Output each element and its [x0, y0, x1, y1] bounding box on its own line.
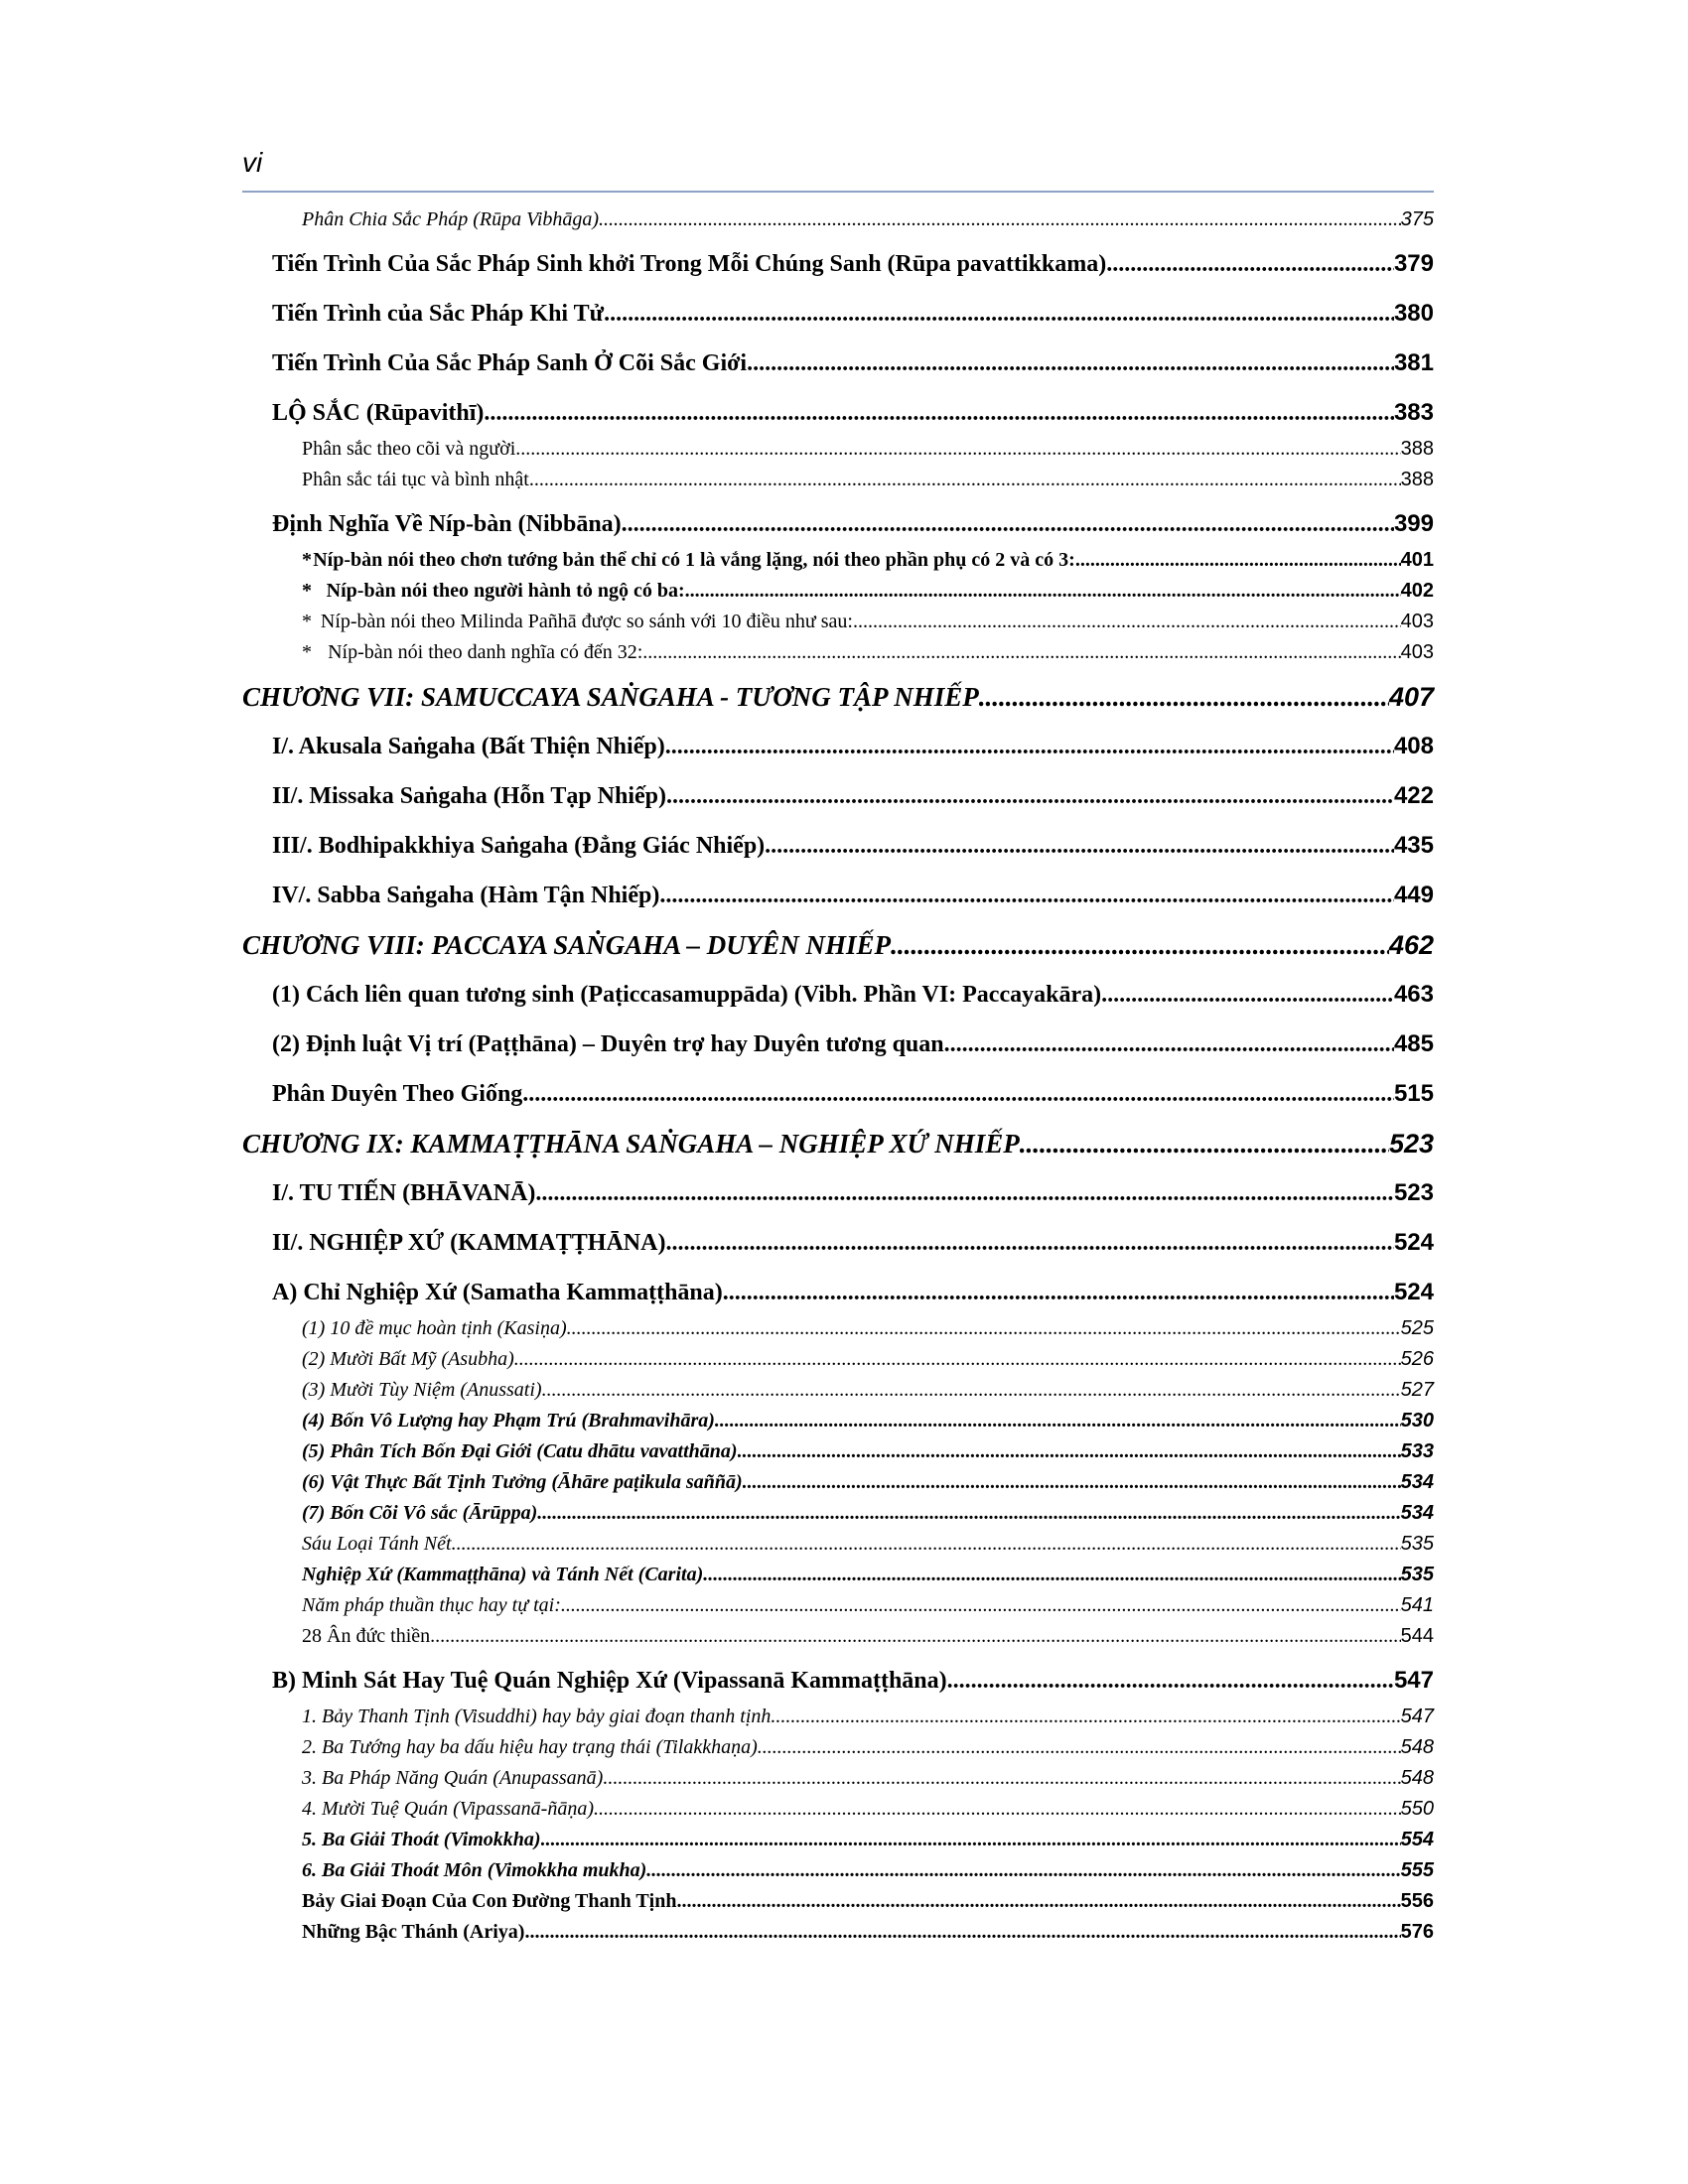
toc-entry[interactable] [242, 1168, 1434, 1218]
toc-entry-page: 462 [1388, 929, 1434, 960]
toc-entry-title: Định Nghĩa Về Níp-bàn (Nibbāna) [272, 510, 622, 537]
toc-entry-title: (1) Cách liên quan tương sinh (Paṭiccasamuppāda) (Vibh. Phần VI: Paccayakāra) [272, 981, 1102, 1008]
toc-entry-title: (6) Vật Thực Bất Tịnh Tưởng (Āhāre paṭikula saññā) [302, 1471, 743, 1493]
toc-entry-page: 403 [1400, 611, 1434, 632]
dot-leader [775, 1706, 1400, 1728]
toc-entry[interactable] [242, 1767, 1434, 1798]
toc-entry-title: Những Bậc Thánh (Ariya) [302, 1921, 525, 1943]
page-number-header: vi [242, 147, 263, 178]
toc-entry-page: 524 [1393, 1279, 1434, 1305]
toc-entry-title: (1) 10 đề mục hoàn tịnh (Kasiṇa) [302, 1317, 567, 1339]
toc-entry[interactable] [242, 1564, 1434, 1594]
toc-entry[interactable] [242, 1268, 1434, 1317]
dot-leader [535, 1180, 1394, 1207]
toc-entry[interactable] [242, 1440, 1434, 1471]
toc-entry-page: 515 [1393, 1080, 1434, 1107]
toc-entry[interactable] [242, 1020, 1434, 1069]
dot-leader [738, 1440, 1401, 1463]
toc-entry[interactable] [242, 1218, 1434, 1268]
dot-leader [1101, 982, 1394, 1009]
toc-entry[interactable] [242, 388, 1434, 438]
toc-entry[interactable] [242, 1502, 1434, 1533]
toc-entry-title: (7) Bốn Cõi Vô sắc (Ārūppa) [302, 1502, 538, 1524]
toc-entry[interactable] [242, 580, 1434, 611]
toc-entry-page: 527 [1400, 1379, 1434, 1401]
toc-entry[interactable] [242, 1379, 1434, 1410]
dot-leader [603, 1767, 1400, 1790]
toc-entry[interactable] [242, 1410, 1434, 1440]
toc-entry[interactable] [242, 1798, 1434, 1829]
toc-entry-page: 550 [1400, 1798, 1434, 1820]
dot-leader [765, 833, 1394, 860]
toc-entry-title: Phân Chia Sắc Pháp (Rūpa Vibhāga) [302, 208, 600, 230]
toc-entry-title: (2) Định luật Vị trí (Paṭṭhāna) – Duyên trợ hay Duyên tương quan. [272, 1030, 950, 1057]
dot-leader [950, 1031, 1394, 1058]
dot-leader [599, 208, 1401, 231]
toc-entry-title: II/. NGHIỆP XỨ (KAMMAṬṬHĀNA) [272, 1229, 666, 1256]
toc-entry-title: Năm pháp thuần thục hay tự tại: [302, 1594, 561, 1616]
toc-entry-title: III/. Bodhipakkhiya Saṅgaha (Đẳng Giác Nhiếp) [272, 832, 766, 859]
dot-leader [537, 1502, 1400, 1525]
dot-leader [979, 682, 1389, 713]
table-of-contents [242, 208, 1434, 1952]
toc-entry-title: (5) Phân Tích Bốn Đại Giới (Catu dhātu vavatthāna) [302, 1440, 738, 1462]
dot-leader [599, 1798, 1401, 1821]
toc-entry-page: 556 [1400, 1890, 1434, 1912]
toc-entry-page: 375 [1400, 208, 1434, 230]
toc-entry[interactable] [242, 641, 1434, 672]
dot-leader [715, 1410, 1401, 1433]
toc-entry[interactable] [242, 1829, 1434, 1859]
bullet-marker: * [302, 580, 312, 602]
toc-entry-page: 554 [1400, 1829, 1434, 1850]
toc-entry[interactable] [242, 289, 1434, 339]
toc-entry-page: 388 [1400, 469, 1434, 490]
toc-entry[interactable] [242, 920, 1434, 970]
toc-entry-title: 3. Ba Pháp Năng Quán (Anupassanā) [302, 1767, 604, 1789]
toc-entry-title: I/. TU TIẾN (BHĀVANĀ) [272, 1179, 536, 1206]
toc-entry-page: 534 [1400, 1502, 1434, 1524]
toc-entry-title: II/. Missaka Saṅgaha (Hỗn Tạp Nhiếp) [272, 782, 667, 809]
dot-leader [567, 1317, 1401, 1340]
toc-entry-page: 535 [1400, 1564, 1434, 1585]
dot-leader [514, 1348, 1401, 1371]
toc-entry[interactable] [242, 1736, 1434, 1767]
toc-entry-title: Sáu Loại Tánh Nết [302, 1533, 452, 1555]
toc-entry-title: Bảy Giai Đoạn Của Con Đường Thanh Tịnh [302, 1890, 677, 1912]
dot-leader [723, 1280, 1394, 1306]
toc-entry-page: 530 [1400, 1410, 1434, 1432]
toc-entry-title: Níp-bàn nói theo chơn tướng bản thể chỉ có 1 là vắng lặng, nói theo phần phụ có 2 và có 3: [313, 549, 1075, 571]
toc-entry[interactable] [242, 722, 1434, 771]
toc-entry-page: 388 [1400, 438, 1434, 460]
dot-leader [758, 1736, 1401, 1759]
toc-entry-page: 523 [1388, 1128, 1434, 1159]
toc-entry-title: CHƯƠNG IX: KAMMAṬṬHĀNA SAṄGAHA – NGHIỆP XỨ NHIẾP [242, 1128, 1020, 1159]
dot-leader [534, 469, 1401, 491]
dot-leader [676, 1890, 1400, 1913]
toc-entry-page: 548 [1400, 1767, 1434, 1789]
toc-entry-title: Tiến Trình Của Sắc Pháp Sinh khởi Trong Mỗi Chúng Sanh (Rūpa pavattikkama) [272, 250, 1107, 277]
toc-entry-title: Níp-bàn nói theo người hành tỏ ngộ có ba: [326, 580, 685, 602]
toc-entry[interactable] [242, 821, 1434, 871]
toc-entry[interactable] [242, 1706, 1434, 1736]
toc-entry-page: 541 [1400, 1594, 1434, 1616]
toc-entry[interactable] [242, 1348, 1434, 1379]
toc-entry-title: B) Minh Sát Hay Tuệ Quán Nghiệp Xứ (Vipassanā Kammaṭṭhāna) [272, 1667, 947, 1694]
dot-leader [685, 580, 1401, 603]
dot-leader [703, 1564, 1400, 1586]
dot-leader [542, 1379, 1401, 1402]
toc-entry-title: LỘ SẮC (Rūpavithī) [272, 399, 485, 426]
toc-entry-title: CHƯƠNG VII: SAMUCCAYA SAṄGAHA - TƯƠNG TẬP NHIẾP [242, 681, 979, 712]
toc-entry[interactable] [242, 1921, 1434, 1952]
toc-entry-page: 401 [1400, 549, 1434, 571]
toc-entry-title: Phân sắc tái tục và bình nhật. [302, 469, 534, 490]
toc-entry-page: 403 [1400, 641, 1434, 663]
header-divider [242, 191, 1434, 193]
toc-entry-page: 534 [1400, 1471, 1434, 1493]
toc-entry-page: 402 [1400, 580, 1434, 602]
dot-leader [561, 1594, 1401, 1617]
bullet-marker: * [302, 641, 312, 663]
toc-entry-page: 407 [1388, 681, 1434, 712]
toc-entry-page: 435 [1393, 832, 1434, 859]
toc-entry[interactable] [242, 1471, 1434, 1502]
toc-entry[interactable] [242, 1594, 1434, 1625]
toc-entry-title: Tiến Trình của Sắc Pháp Khi Tử [272, 300, 605, 327]
toc-entry[interactable] [242, 438, 1434, 469]
toc-entry-title: Nghiệp Xứ (Kammaṭṭhāna) và Tánh Nết (Carita) [302, 1564, 704, 1585]
toc-entry[interactable] [242, 871, 1434, 920]
dot-leader [646, 1859, 1400, 1882]
toc-entry[interactable] [242, 1317, 1434, 1348]
dot-leader [622, 511, 1394, 538]
toc-entry-title: (2) Mười Bất Mỹ (Asubha) [302, 1348, 514, 1370]
dot-leader [665, 1230, 1394, 1257]
toc-entry-page: 525 [1400, 1317, 1434, 1339]
dot-leader [1020, 1129, 1389, 1160]
toc-entry-title: Phân sắc theo cõi và người. [302, 438, 521, 460]
toc-entry-title: CHƯƠNG VIII: PACCAYA SAṄGAHA – DUYÊN NHIẾP [242, 929, 892, 960]
toc-entry[interactable] [242, 339, 1434, 388]
toc-entry-page: 523 [1393, 1179, 1434, 1206]
toc-entry-page: 399 [1393, 510, 1434, 537]
dot-leader [891, 930, 1389, 961]
dot-leader [642, 641, 1400, 664]
toc-entry-title: A) Chỉ Nghiệp Xứ (Samatha Kammaṭṭhāna) [272, 1279, 723, 1305]
bullet-marker: * [302, 611, 312, 632]
toc-entry-title: Phân Duyên Theo Giống [272, 1080, 523, 1107]
toc-entry-title: (4) Bốn Vô Lượng hay Phạm Trú (Brahmavihāra) [302, 1410, 715, 1432]
toc-entry-page: 463 [1393, 981, 1434, 1008]
toc-entry[interactable] [242, 1890, 1434, 1921]
toc-entry-page: 544 [1400, 1625, 1434, 1647]
toc-entry[interactable] [242, 549, 1434, 580]
toc-entry[interactable] [242, 499, 1434, 549]
dot-leader [666, 783, 1394, 810]
dot-leader [1075, 549, 1401, 572]
toc-entry-page: 380 [1393, 300, 1434, 327]
dot-leader [524, 1921, 1400, 1944]
toc-entry-page: 381 [1393, 349, 1434, 376]
toc-entry-page: 408 [1393, 733, 1434, 759]
toc-entry[interactable] [242, 672, 1434, 722]
toc-entry-title: 5. Ba Giải Thoát (Vimokkha) [302, 1829, 541, 1850]
toc-entry[interactable] [242, 1069, 1434, 1119]
dot-leader [947, 1668, 1394, 1695]
toc-entry-page: 524 [1393, 1229, 1434, 1256]
dot-leader [604, 301, 1394, 328]
toc-entry[interactable] [242, 970, 1434, 1020]
toc-entry-page: 548 [1400, 1736, 1434, 1758]
dot-leader [659, 883, 1394, 909]
toc-entry-title: IV/. Sabba Saṅgaha (Hàm Tận Nhiếp) [272, 882, 660, 908]
dot-leader [430, 1625, 1400, 1648]
dot-leader [853, 611, 1401, 633]
toc-entry-page: 526 [1400, 1348, 1434, 1370]
toc-entry-title: Níp-bàn nói theo Milinda Pañhā được so sánh với 10 điều như sau: [320, 611, 853, 632]
toc-entry-page: 535 [1400, 1533, 1434, 1555]
toc-entry[interactable] [242, 1859, 1434, 1890]
toc-entry-page: 449 [1393, 882, 1434, 908]
toc-entry-page: 383 [1393, 399, 1434, 426]
toc-entry-title: Níp-bàn nói theo danh nghĩa có đến 32: [328, 641, 643, 663]
dot-leader [484, 400, 1394, 427]
dot-leader [520, 438, 1400, 461]
toc-entry-page: 547 [1393, 1667, 1434, 1694]
toc-entry[interactable] [242, 469, 1434, 499]
toc-entry[interactable] [242, 208, 1434, 239]
dot-leader [665, 734, 1394, 760]
dot-leader [1106, 251, 1394, 278]
toc-entry-page: 533 [1400, 1440, 1434, 1462]
dot-leader [522, 1081, 1394, 1108]
toc-entry[interactable] [242, 239, 1434, 289]
toc-entry-page: 547 [1400, 1706, 1434, 1727]
toc-entry-page: 485 [1393, 1030, 1434, 1057]
toc-entry-title: 6. Ba Giải Thoát Môn (Vimokkha mukha) [302, 1859, 647, 1881]
toc-entry-page: 576 [1400, 1921, 1434, 1943]
dot-leader [747, 350, 1394, 377]
toc-entry[interactable] [242, 1119, 1434, 1168]
toc-entry-title: I/. Akusala Saṅgaha (Bất Thiện Nhiếp) [272, 733, 665, 759]
dot-leader [743, 1471, 1401, 1494]
toc-entry[interactable] [242, 771, 1434, 821]
dot-leader [452, 1533, 1401, 1556]
toc-entry-page: 555 [1400, 1859, 1434, 1881]
toc-entry-title: 1. Bảy Thanh Tịnh (Visuddhi) hay bảy giai đoạn thanh tịnh. [302, 1706, 776, 1727]
toc-entry-page: 379 [1393, 250, 1434, 277]
toc-entry[interactable] [242, 1533, 1434, 1564]
toc-entry[interactable] [242, 1625, 1434, 1656]
toc-entry[interactable] [242, 1656, 1434, 1706]
toc-entry-page: 422 [1393, 782, 1434, 809]
toc-entry-title: 4. Mười Tuệ Quán (Vipassanā-ñāṇa). [302, 1798, 599, 1820]
toc-entry[interactable] [242, 611, 1434, 641]
bullet-marker: * [302, 549, 312, 571]
toc-entry-title: (3) Mười Tùy Niệm (Anussati) [302, 1379, 542, 1401]
dot-leader [541, 1829, 1401, 1851]
toc-entry-title: Tiến Trình Của Sắc Pháp Sanh Ở Cõi Sắc Giới [272, 349, 748, 376]
toc-entry-title: 2. Ba Tướng hay ba dấu hiệu hay trạng thái (Tilakkhaṇa) [302, 1736, 758, 1758]
toc-entry-title: 28 Ân đức thiền [302, 1625, 431, 1647]
